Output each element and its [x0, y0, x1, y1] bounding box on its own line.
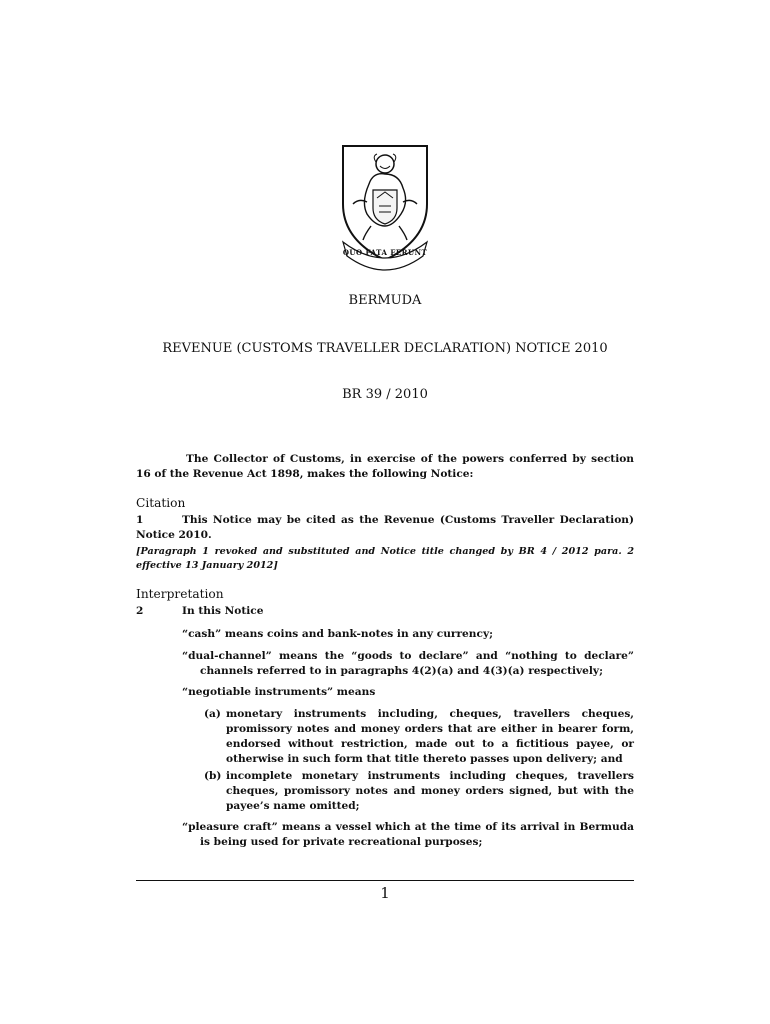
br-number: BR 39 / 2010 — [342, 387, 428, 402]
interpretation-heading: Interpretation — [136, 587, 224, 601]
preamble: The Collector of Customs, in exercise of the powers conferred by section 16 of the Revenue Act 1898, makes the following Notice: — [136, 453, 634, 480]
item-b-text: incomplete monetary instruments including cheques, travellers cheques, promissory notes and money orders signed, but with the payee’s name omitted; — [226, 770, 634, 812]
section-2-number: 2 — [136, 605, 144, 617]
page-number: 1 — [380, 884, 390, 902]
item-b-label: (b) — [204, 770, 222, 782]
definition-negotiable-instruments: “negotiable instruments” means — [182, 686, 376, 698]
section-2 — [136, 605, 263, 617]
section-1-text: This Notice may be cited as the Revenue (Customs Traveller Declaration) Notice 2010. — [136, 514, 634, 541]
footer-rule — [136, 880, 634, 881]
list-item-b — [204, 769, 634, 814]
item-a-label: (a) — [204, 708, 221, 720]
notice-title: REVENUE (CUSTOMS TRAVELLER DECLARATION) NOTICE 2010 — [162, 341, 608, 356]
section-2-intro: In this Notice — [182, 605, 264, 617]
country-name: BERMUDA — [348, 293, 422, 308]
crest-motto: QUO FATA FERUNT — [342, 248, 428, 257]
item-a-text: monetary instruments including, cheques, travellers cheques, promissory notes and money orders that are either in bearer form, endorsed without restriction, made out to a fictitious payee, or otherwise in such form that title thereto passes upon delivery; and — [226, 708, 634, 765]
definition-dual-channel: “dual-channel” means the “goods to declare” and “nothing to declare” channels referred to in paragraphs 4(2)(a) and 4(3)(a) respectively; — [182, 650, 634, 677]
section-1-number: 1 — [136, 514, 144, 526]
definition-pleasure-craft: “pleasure craft” means a vessel which at the time of its arrival in Bermuda is being used for private recreational purposes; — [182, 821, 634, 848]
list-item-a — [204, 707, 634, 767]
amendment-note: [Paragraph 1 revoked and substituted and Notice title changed by BR 4 / 2012 para. 2 effective 13 January 2012] — [136, 546, 634, 571]
section-1 — [136, 513, 634, 543]
citation-heading: Citation — [136, 496, 186, 510]
definition-cash: “cash” means coins and bank-notes in any currency; — [182, 628, 494, 640]
